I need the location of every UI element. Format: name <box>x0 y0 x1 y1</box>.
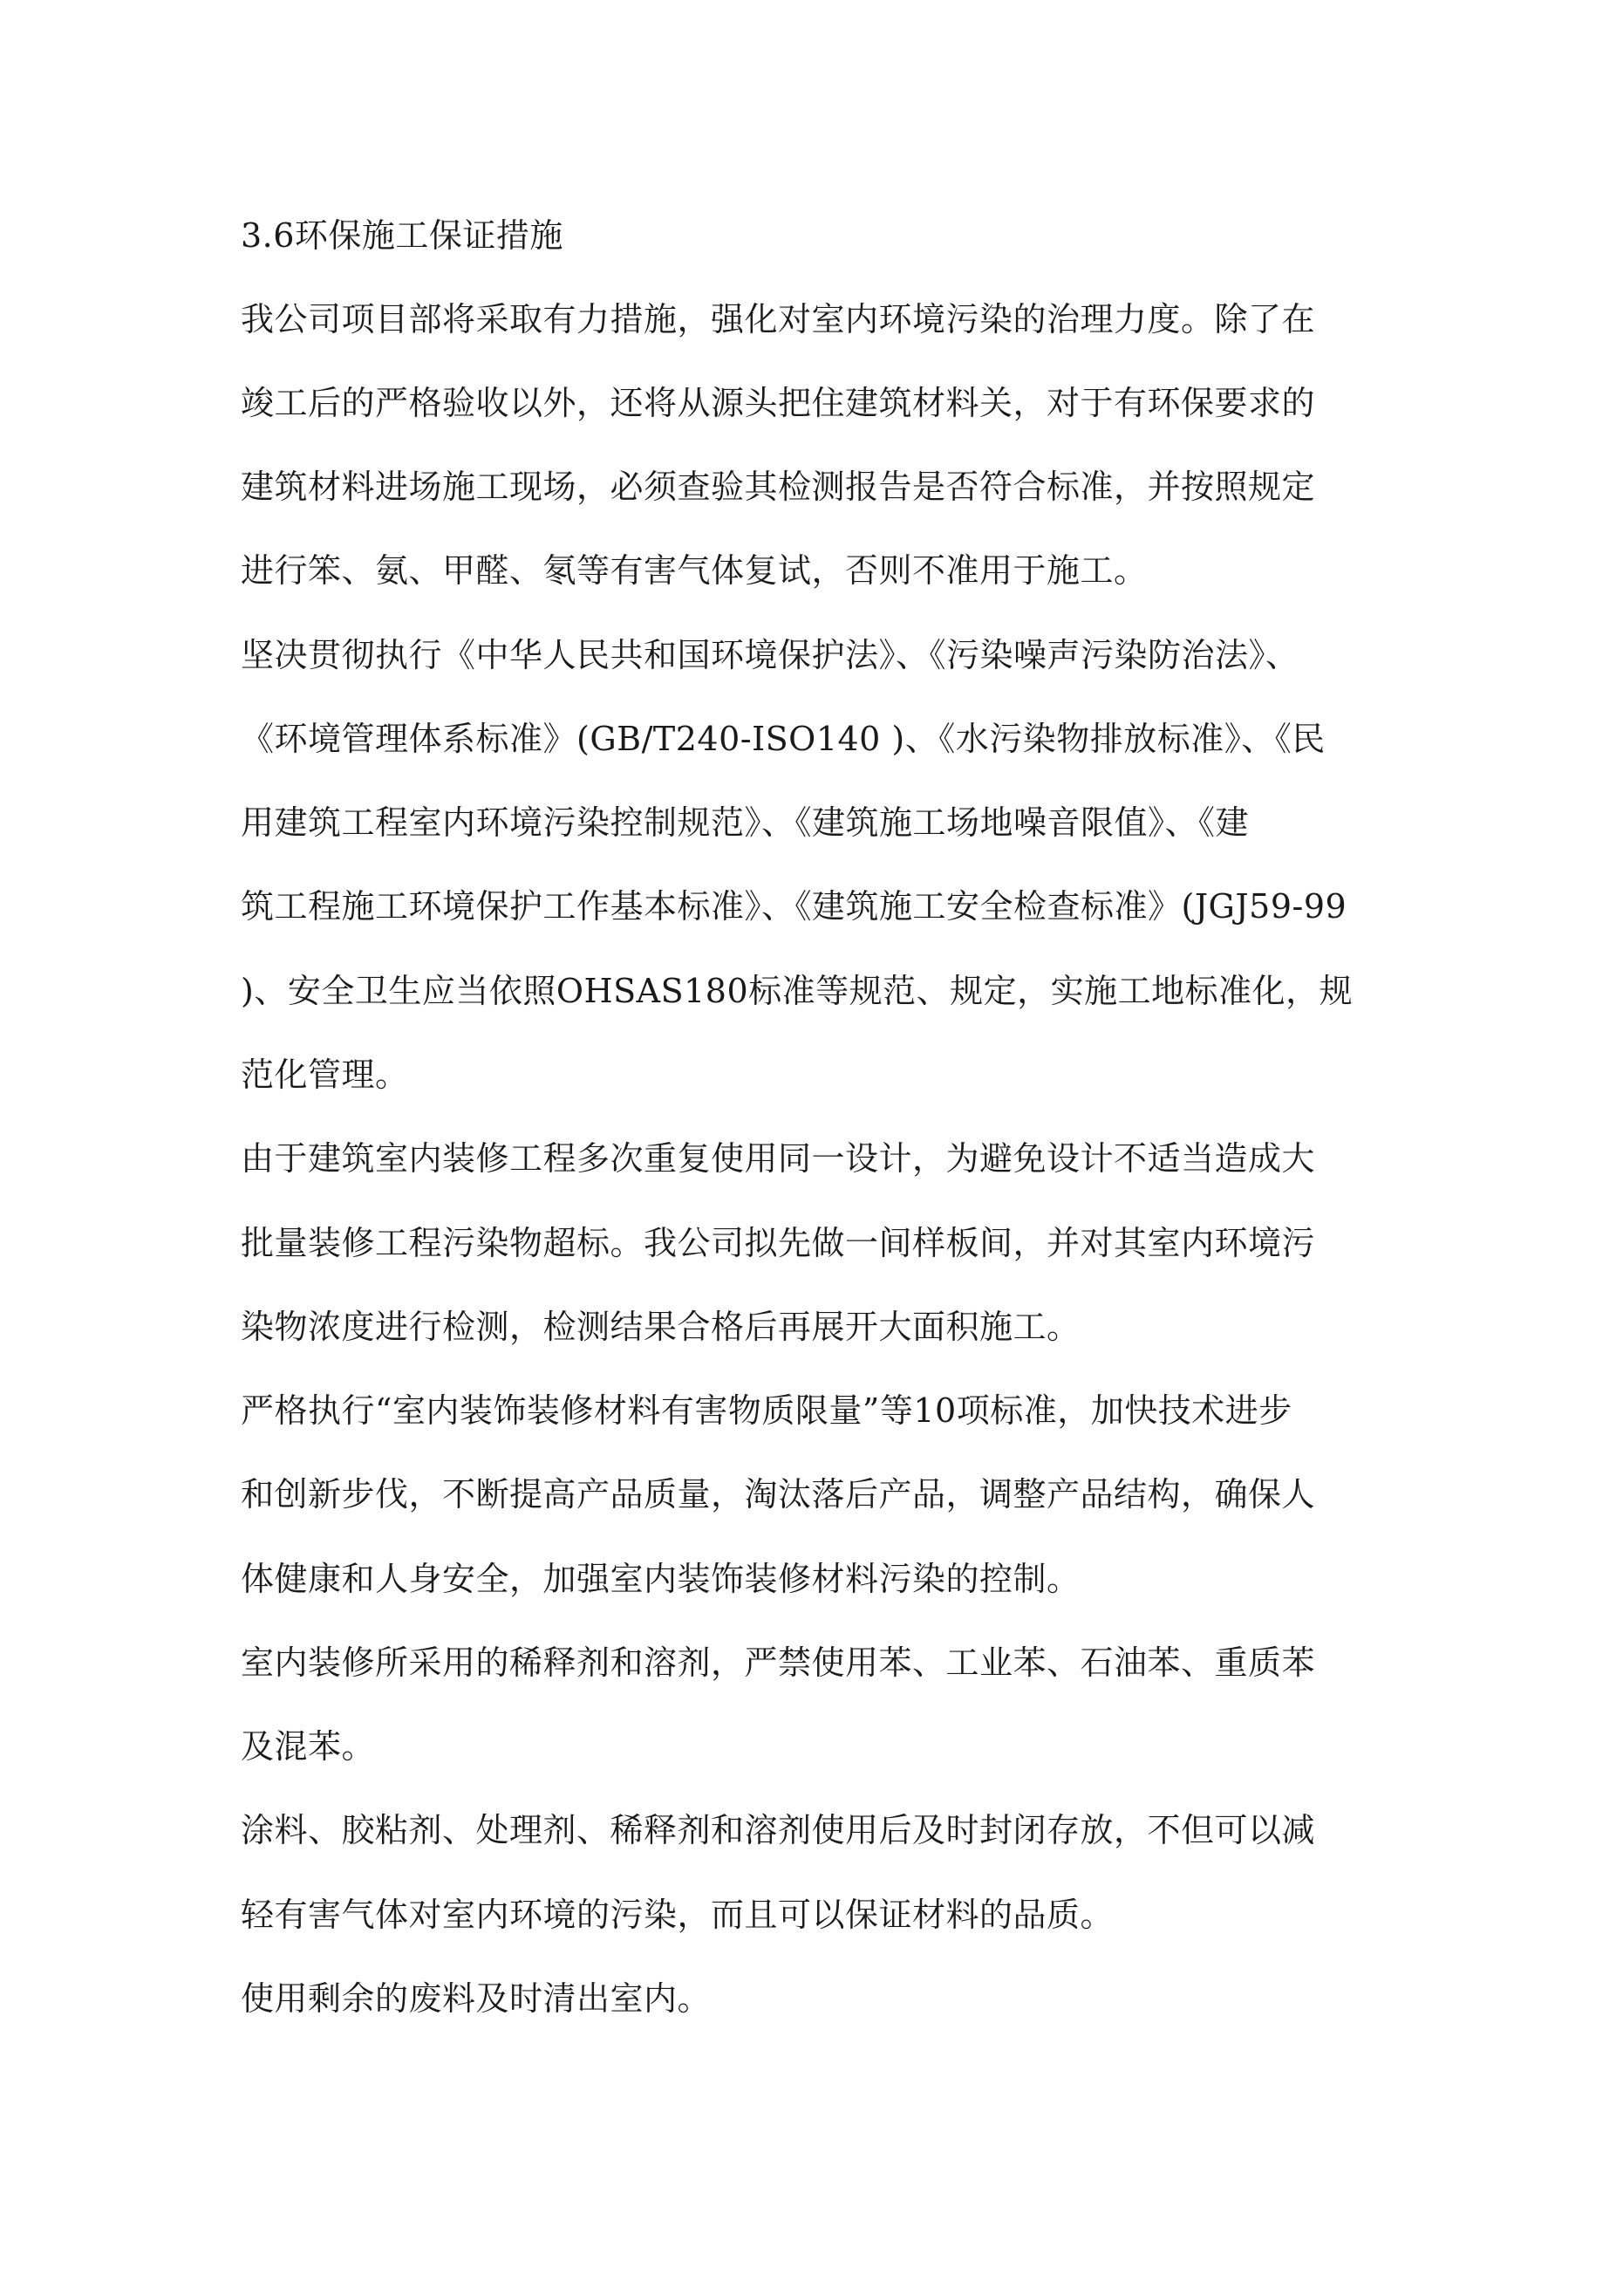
paragraph-2-line-5: )、安全卫生应当依照OHSAS180标准等规范、规定，实施工地标准化，规 <box>241 972 1354 1010</box>
paragraph-2-line-3: 用建筑工程室内环境污染控制规范》、《建筑施工场地噪音限值》、《建 <box>241 803 1250 842</box>
paragraph-3-line-2: 批量装修工程污染物超标。我公司拟先做一间样板间，并对其室内环境污 <box>241 1224 1316 1262</box>
paragraph-2-line-1: 坚决贯彻执行《中华人民共和国环境保护法》、《污染噪声污染防治法》、 <box>241 636 1299 674</box>
section-heading: 3.6环保施工保证措施 <box>241 216 563 255</box>
paragraph-4-line-1: 严格执行“室内装饰装修材料有害物质限量”等10项标准，加快技术进步 <box>241 1391 1292 1430</box>
paragraph-3-line-3: 染物浓度进行检测，检测结果合格后再展开大面积施工。 <box>241 1308 1081 1346</box>
paragraph-1-line-1: 我公司项目部将采取有力措施，强化对室内环境污染的治理力度。除了在 <box>241 300 1316 338</box>
paragraph-1-line-3: 建筑材料进场施工现场，必须查验其检测报告是否符合标准，并按照规定 <box>241 468 1316 506</box>
paragraph-5-line-2: 及混苯。 <box>241 1727 376 1766</box>
paragraph-7-line-1: 使用剩余的废料及时清出室内。 <box>241 1979 712 2018</box>
paragraph-1-line-2: 竣工后的严格验收以外，还将从源头把住建筑材料关，对于有环保要求的 <box>241 384 1316 422</box>
paragraph-6-line-1: 涂料、胶粘剂、处理剂、稀释剂和溶剂使用后及时封闭存放，不但可以减 <box>241 1811 1316 1849</box>
paragraph-6-line-2: 轻有害气体对室内环境的污染，而且可以保证材料的品质。 <box>241 1896 1115 1934</box>
paragraph-5-line-1: 室内装修所采用的稀释剂和溶剂，严禁使用苯、工业苯、石油苯、重质苯 <box>241 1643 1316 1682</box>
paragraph-2-line-2: 《环境管理体系标准》(GB/T240-ISO140 )、《水污染物排放标准》、《民 <box>241 720 1326 758</box>
paragraph-2-line-6: 范化管理。 <box>241 1056 409 1094</box>
paragraph-4-line-3: 体健康和人身安全，加强室内装饰装修材料污染的控制。 <box>241 1560 1081 1598</box>
paragraph-1-line-4: 进行笨、氨、甲醛、氡等有害气体复试，否则不准用于施工。 <box>241 551 1148 590</box>
paragraph-2-line-4: 筑工程施工环境保护工作基本标准》、《建筑施工安全检查标准》(JGJ59-99 <box>241 887 1347 926</box>
paragraph-3-line-1: 由于建筑室内装修工程多次重复使用同一设计，为避免设计不适当造成大 <box>241 1139 1316 1178</box>
paragraph-4-line-2: 和创新步伐，不断提高产品质量，淘汰落后产品，调整产品结构，确保人 <box>241 1475 1316 1514</box>
